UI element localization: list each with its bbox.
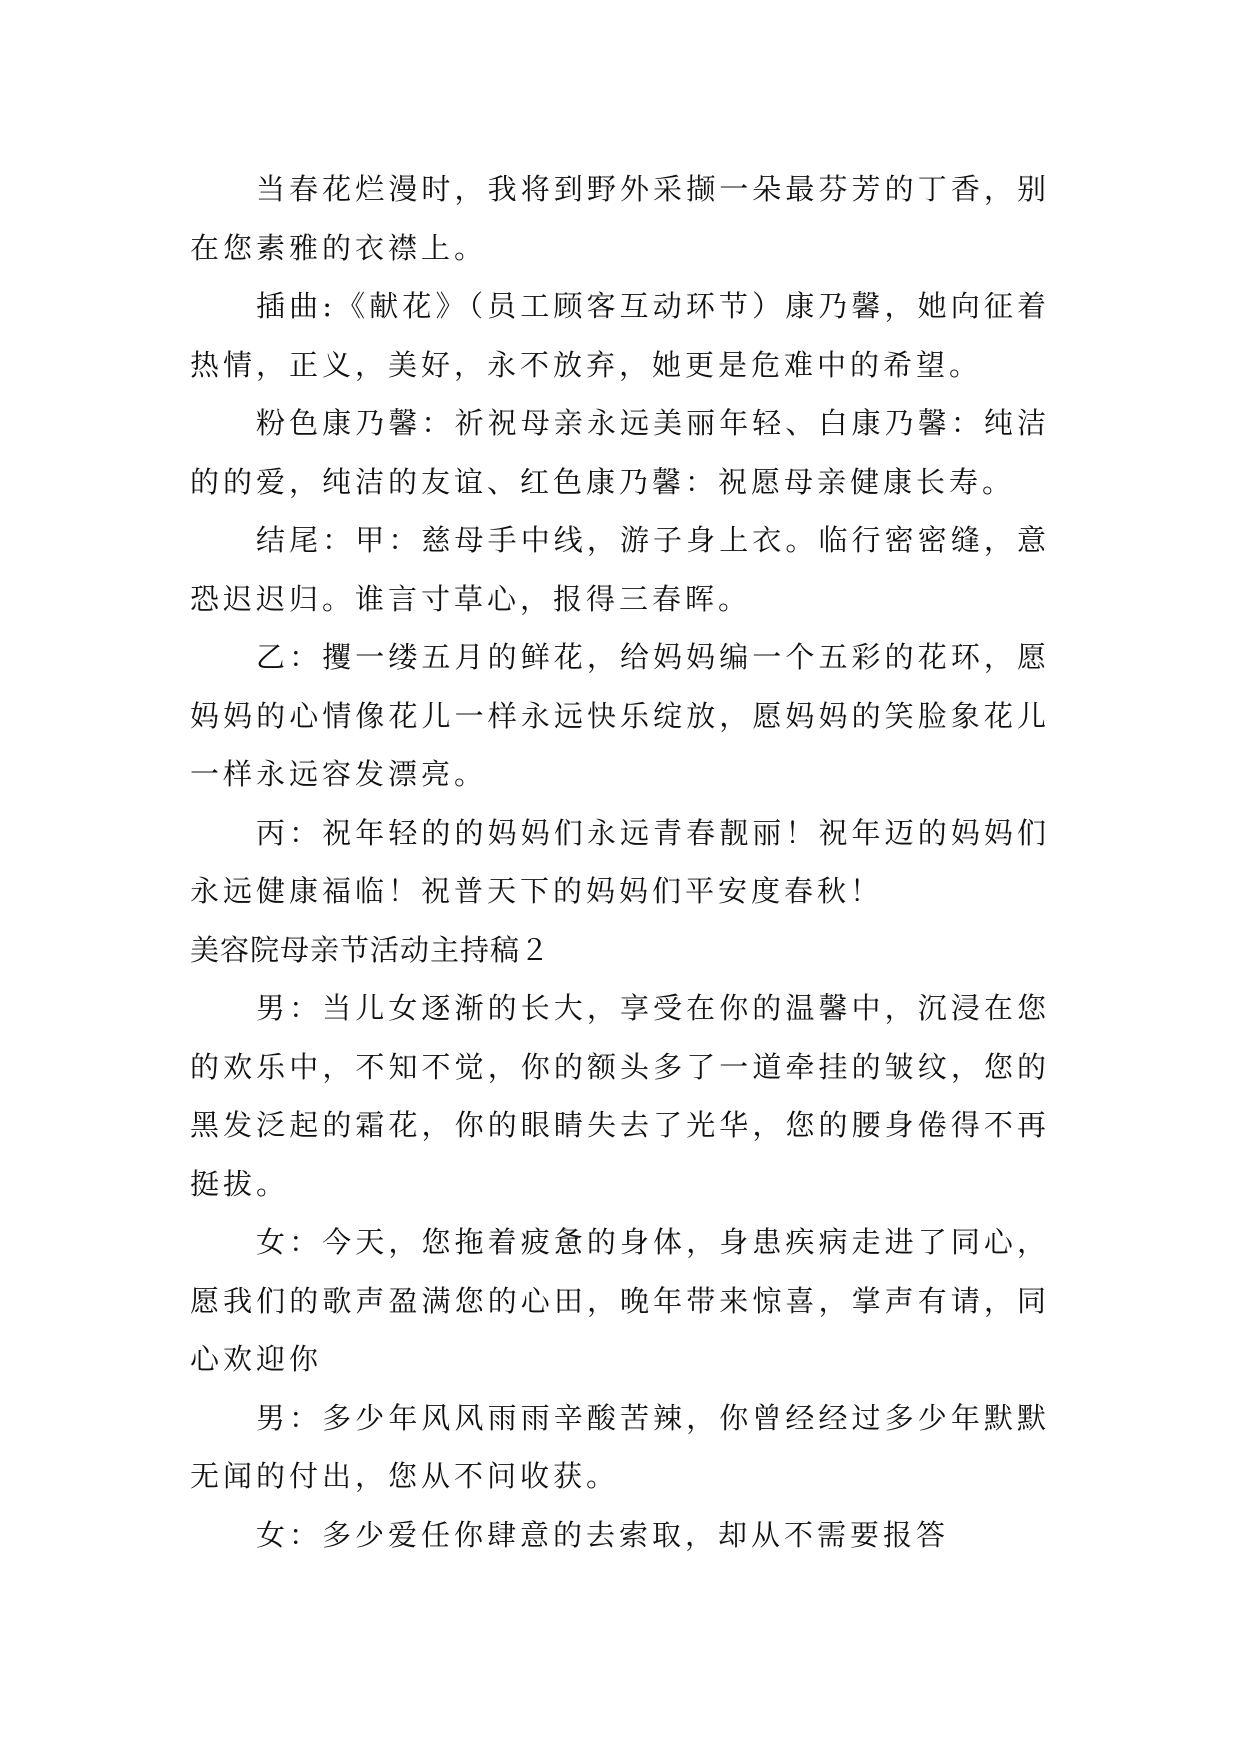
paragraph: 女：多少爱任你肆意的去索取，却从不需要报答 [256,1517,950,1552]
paragraph: 结尾：甲：慈母手中线，游子身上衣。临行密密缝，意恐迟迟归。谁言寸草心，报得三春晖。 [190,523,1050,616]
paragraph: 丙：祝年轻的的妈妈们永远青春靓丽！祝年迈的妈妈们永远健康福临！祝普天下的妈妈们平安度春秋！ [190,815,1050,908]
paragraph: 粉色康乃馨：祈祝母亲永远美丽年轻、白康乃馨：纯洁的的爱，纯洁的友谊、红色康乃馨：祝愿母亲健康长寿。 [190,406,1050,499]
paragraph: 乙：攫一缕五月的鲜花，给妈妈编一个五彩的花环，愿妈妈的心情像花儿一样永远快乐绽放，愿妈妈的笑脸象花儿一样永远容发漂亮。 [190,640,1050,791]
paragraph: 当春花烂漫时，我将到野外采撷一朵最芬芳的丁香，别在您素雅的衣襟上。 [190,172,1050,265]
section-heading: 美容院母亲节活动主持稿２ [190,932,551,967]
paragraph: 男：当儿女逐渐的长大，享受在你的温馨中，沉浸在您的欢乐中，不知不觉，你的额头多了一道牵挂的皱纹，您的黑发泛起的霜花，你的眼睛失去了光华，您的腰身倦得不再挺拔。 [190,991,1050,1201]
paragraph: 女：今天，您拖着疲惫的身体，身患疾病走进了同心，愿我们的歌声盈满您的心田，晚年带来惊喜，掌声有请，同心欢迎你 [190,1225,1050,1376]
paragraph: 插曲:《献花》（员工顾客互动环节）康乃馨，她向征着热情，正义，美好，永不放弃，她更是危难中的希望。 [190,289,1050,382]
document-page [190,160,1050,1564]
paragraph: 男：多少年风风雨雨辛酸苦辣，你曾经经过多少年默默无闻的付出，您从不问收获。 [190,1400,1050,1493]
